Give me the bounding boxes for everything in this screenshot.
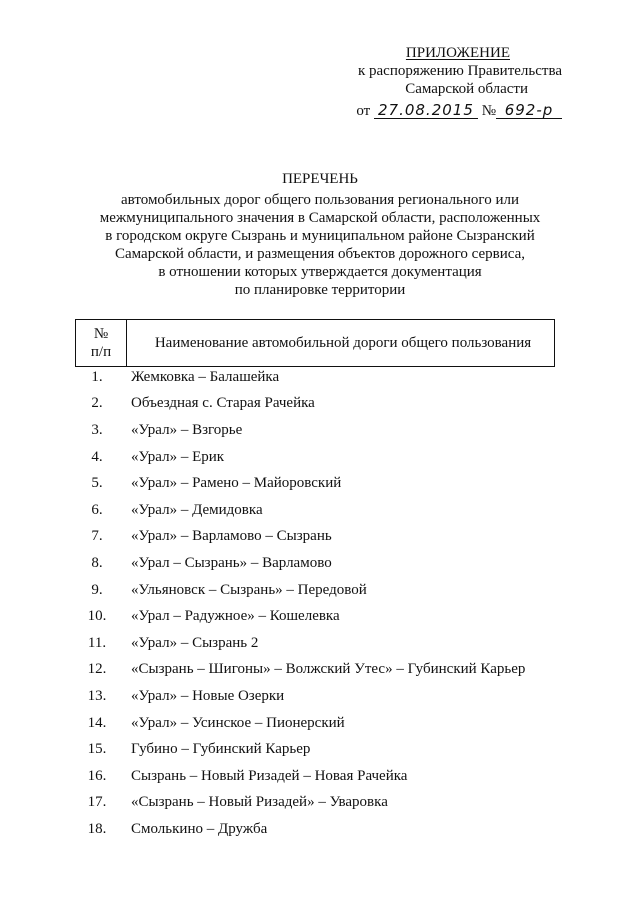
appendix-title: ПРИЛОЖЕНИЕ [405,45,510,61]
column-name-header: Наименование автомобильной дороги общего пользования [127,320,555,367]
row-number: 2. [91,395,103,412]
appendix-date-line [302,102,562,120]
road-name: «Урал – Радужное» – Кошелевка [131,608,340,625]
table-row [75,603,595,630]
roads-list [75,364,595,843]
table-row [75,391,595,418]
road-name: Губино – Губинский Карьер [131,741,311,758]
row-number: 15. [87,741,107,758]
row-number: 3. [91,421,103,438]
handwritten-number: 692-р [496,103,562,119]
row-number: 14. [87,714,107,731]
table-row [75,524,595,551]
number-label: № [481,103,496,119]
heading-line: по планировке территории [234,282,406,298]
heading-line: межмуниципального значения в Самарской области, расположенных [99,210,541,226]
table-row [75,444,595,471]
appendix-line-2: Самарской области [405,81,528,97]
road-name: Смолькино – Дружба [131,820,268,837]
table-row [75,364,595,391]
from-label: от [356,103,371,119]
heading-line: автомобильных дорог общего пользования регионального или [121,192,519,208]
road-name: «Ульяновск – Сызрань» – Передовой [131,581,367,598]
road-name: «Сызрань – Шигоны» – Волжский Утес» – Губинский Карьер [131,661,526,678]
column-number-line-1: № [93,326,109,342]
row-number: 11. [87,634,107,651]
table-row [75,630,595,657]
road-name: Сызрань – Новый Ризадей – Новая Рачейка [131,767,408,784]
column-number-line-2: п/п [90,344,112,360]
table-row [75,657,595,684]
row-number: 10. [87,608,107,625]
row-number: 8. [91,554,103,571]
column-number-header [76,320,127,367]
table-row [75,736,595,763]
road-name: «Сызрань – Новый Ризадей» – Уваровка [131,794,388,811]
road-name: «Урал» – Сызрань 2 [131,634,259,651]
road-name: «Урал» – Демидовка [131,501,263,518]
road-name: «Урал» – Усинское – Пионерский [131,714,345,731]
heading-line: Самарской области, и размещения объектов дорожного сервиса, [114,246,525,262]
roads-table-header [75,319,555,367]
road-name: «Урал» – Варламово – Сызрань [131,528,332,545]
table-row [75,816,595,843]
row-number: 18. [87,820,107,837]
row-number: 17. [87,794,107,811]
row-number: 4. [91,448,103,465]
row-number: 9. [91,581,103,598]
table-row [75,577,595,604]
row-number: 16. [87,767,107,784]
row-number: 7. [91,528,103,545]
road-name: «Урал» – Ерик [131,448,225,465]
road-name: Жемковка – Балашейка [131,368,280,385]
road-name: «Урал» – Взгорье [131,421,243,438]
heading-line: в городском округе Сызрань и муниципальном районе Сызранский [105,228,535,244]
table-row [75,710,595,737]
road-name: «Урал» – Рамено – Майоровский [131,475,342,492]
row-number: 13. [87,687,107,704]
document-heading [70,170,570,299]
table-row [75,470,595,497]
row-number: 6. [91,501,103,518]
row-number: 5. [91,475,103,492]
table-row [75,550,595,577]
table-row [75,417,595,444]
table-row [75,790,595,817]
table-row [75,683,595,710]
appendix-line-1: к распоряжению Правительства [357,63,562,79]
table-row [75,497,595,524]
handwritten-date: 27.08.2015 [374,103,478,119]
road-name: «Урал – Сызрань» – Варламово [131,554,332,571]
row-number: 1. [91,368,103,385]
road-name: «Урал» – Новые Озерки [131,687,285,704]
row-number: 12. [87,661,107,678]
heading-line: в отношении которых утверждается документация [158,264,482,280]
road-name: Объездная с. Старая Рачейка [131,395,315,412]
table-row [75,763,595,790]
document-title: ПЕРЕЧЕНЬ [282,171,358,187]
appendix-block [302,44,562,120]
